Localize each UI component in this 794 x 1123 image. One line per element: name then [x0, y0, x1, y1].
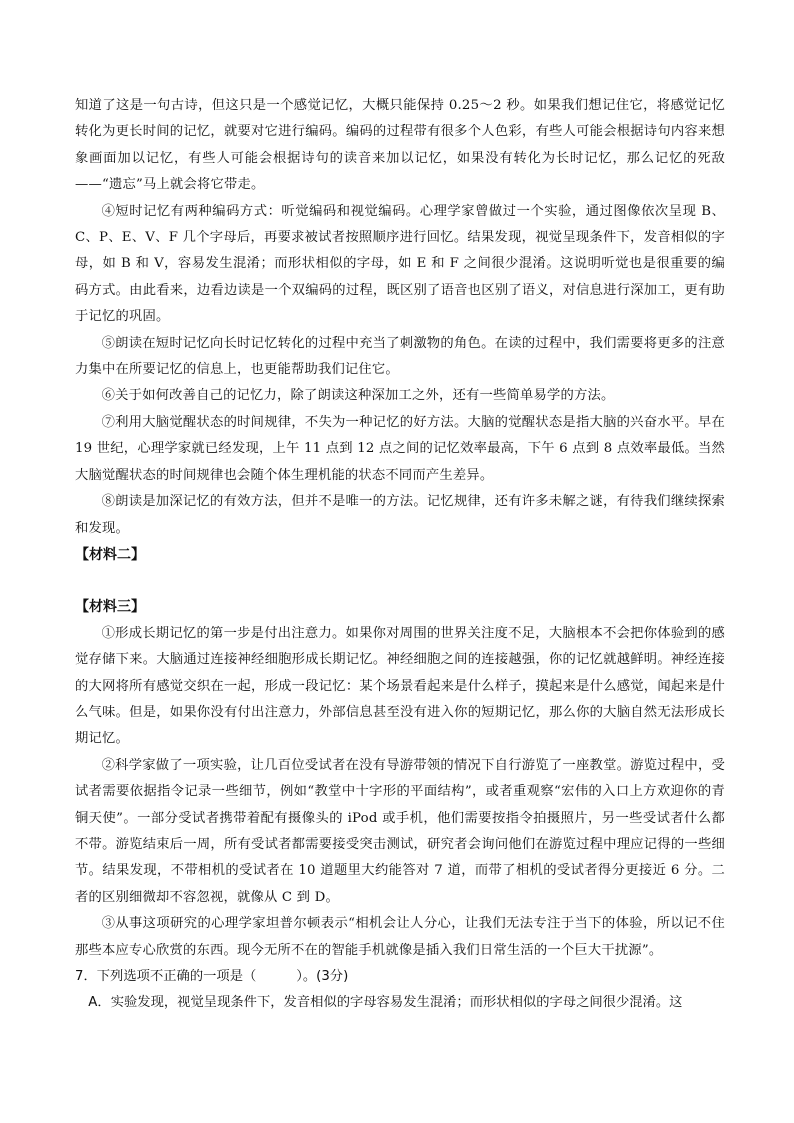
question-7-stem: 7．下列选项不正确的一项是（ ）。(3分) — [75, 969, 349, 984]
question-7-option-a: A．实验发现，视觉呈现条件下，发音相似的字母容易发生混淆；而形状相似的字母之间很少混淆。这 — [88, 995, 683, 1011]
material3-paragraph-3: ③从事这项研究的心理学家坦普尔顿表示“相机会让人分心，让我们无法专注于当下的体验，所以记不住那些本应专心欣赏的东西。现今无所不在的智能手机就像是插入我们日常生活的一个巨大干扰源”。 — [75, 916, 725, 958]
material1-paragraph-5: ⑤朗读在短时记忆向长时记忆转化的过程中充当了刺激物的角色。在读的过程中，我们需要将更多的注意力集中在所要记忆的信息上，也更能帮助我们记住它。 — [75, 335, 725, 378]
material1-paragraph-8: ⑧朗读是加深记忆的有效方法，但并不是唯一的方法。记忆规律，还有许多未解之谜，有待我们继续探索和发现。 — [75, 494, 725, 536]
material2-blank-space — [75, 568, 725, 594]
material3-paragraph-1: ①形成长期记忆的第一步是付出注意力。如果你对周围的世界关注度不足，大脑根本不会把你体验到的感觉存储下来。大脑通过连接神经细胞形成长期记忆。神经细胞之间的连接越强，你的记忆就越鲜明。神经连接的大网将所有感觉交织在一起，形成一段记忆：某个场景看起来是什么样子，摸起来是什么感觉，闻起来是什么气味。但是，如果你没有付出注意力，外部信息甚至没有进入你的短期记忆，那么你的大脑自然无法形成长期记忆。 — [75, 625, 725, 747]
material1-paragraph-4: ④短时记忆有两种编码方式：听觉编码和视觉编码。心理学家曾做过一个实验，通过图像依次呈现 B、C、P、E、V、F 几个字母后，再要求被试者按照顺序进行回忆。结果发现，视觉呈现条件下，发音相似的字母，如 B 和 V，容易发生混淆；而形状相似的字母，如 E 和 F 之间很少混淆。这说明听觉也是很重要的编码方式。由此看来，边看边读是一个双编码的过程，既区别了语音也区别了语义，对信息进行深加工，更有助于记忆的巩固。 — [75, 203, 725, 325]
material1-paragraph-continued: 知道了这是一句古诗，但这只是一个感觉记忆，大概只能保持 0.25～2 秒。如果我们想记住它，将感觉记忆转化为更长时间的记忆，就要对它进行编码。编码的过程带有很多个人色彩，有些人可能会根据诗句内容来想象画面加以记忆，有些人可能会根据诗句的读音来加以记忆，如果没有转化为长时记忆，那么记忆的死敌——“遗忘”马上就会将它带走。 — [75, 98, 725, 193]
material2-heading: 【材料二】 — [75, 546, 145, 563]
material3-paragraph-2: ②科学家做了一项实验，让几百位受试者在没有导游带领的情况下自行游览了一座教堂。游览过程中，受试者需要依据指令记录一些细节，例如“教堂中十字形的平面结构”，或者重观察“宏伟的入口上方欢迎你的青铜天使”。一部分受试者携带着配有摄像头的 iPod 或手机，他们需要按指令拍摄照片，另一些受试者什么都不带。游览结束后一周，所有受试者都需要接受突击测试，研究者会询问他们在游览过程中理应记得的一些细节。结果发现，不带相机的受试者在 10 道题里大约能答对 7 道，而带了相机的受试者得分更接近 6 分。二者的区别细微却不容忽视，就像从 C 到 D。 — [75, 757, 725, 905]
material3-heading: 【材料三】 — [75, 599, 145, 616]
document-body — [75, 93, 725, 1017]
material1-paragraph-6: ⑥关于如何改善自己的记忆力，除了朗读这种深加工之外，还有一些简单易学的方法。 — [101, 388, 615, 404]
material1-paragraph-7: ⑦利用大脑觉醒状态的时间规律，不失为一种记忆的好方法。大脑的觉醒状态是指大脑的兴奋水平。早在 19 世纪，心理学家就已经发现，上午 11 点到 12 点之间的记忆效率最高，下午 6 点到 8 点效率最低。当然大脑觉醒状态的时间规律也会随个体生理机能的状态不同而产生差异。 — [75, 414, 725, 483]
